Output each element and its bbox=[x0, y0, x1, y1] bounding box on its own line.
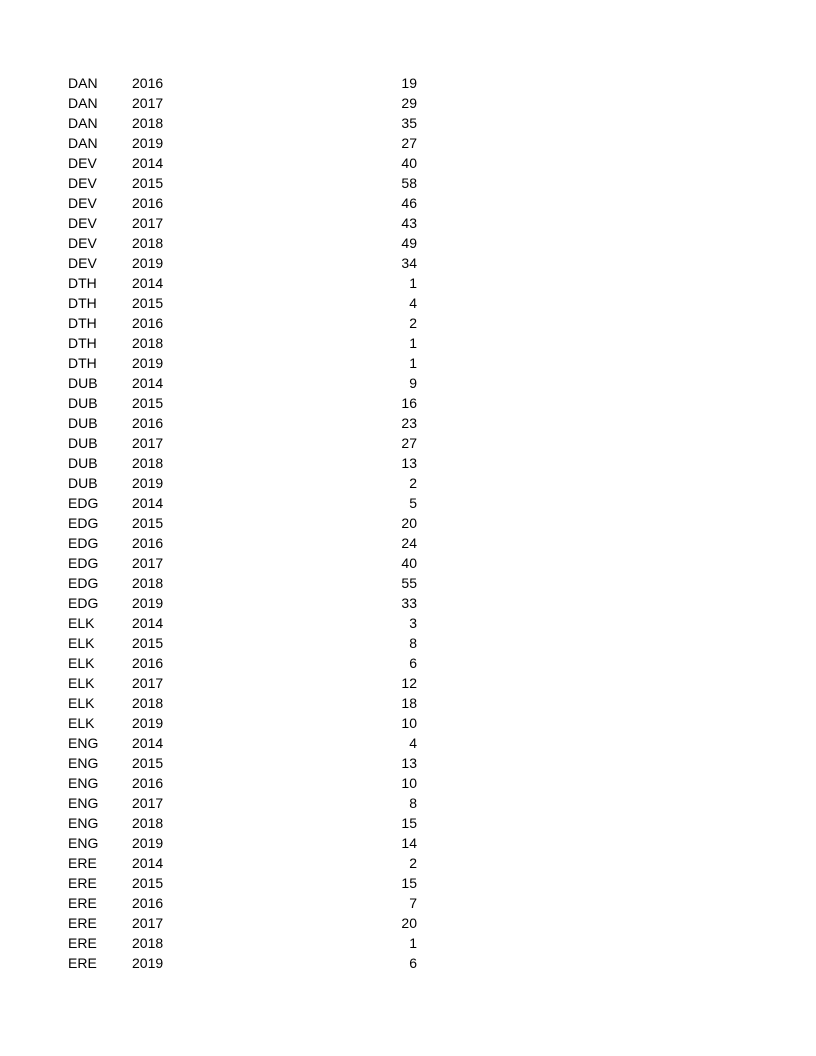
count-cell: 29 bbox=[401, 95, 417, 111]
table-row bbox=[0, 733, 816, 753]
year-cell: 2014 bbox=[132, 375, 164, 391]
code-cell: EDG bbox=[68, 555, 99, 571]
year-cell: 2015 bbox=[132, 295, 164, 311]
table-row bbox=[0, 73, 816, 93]
table-row bbox=[0, 813, 816, 833]
table-row bbox=[0, 173, 816, 193]
code-cell: DEV bbox=[68, 235, 97, 251]
count-cell: 58 bbox=[401, 175, 417, 191]
table-row bbox=[0, 93, 816, 113]
count-cell: 10 bbox=[401, 715, 417, 731]
table-row bbox=[0, 833, 816, 853]
count-cell: 20 bbox=[401, 515, 417, 531]
year-cell: 2014 bbox=[132, 615, 164, 631]
table-row bbox=[0, 253, 816, 273]
table-row bbox=[0, 193, 816, 213]
year-cell: 2015 bbox=[132, 515, 164, 531]
year-cell: 2019 bbox=[132, 355, 164, 371]
count-cell: 46 bbox=[401, 195, 417, 211]
table-row bbox=[0, 453, 816, 473]
code-cell: ELK bbox=[68, 635, 95, 651]
code-cell: ERE bbox=[68, 935, 97, 951]
code-cell: DEV bbox=[68, 195, 97, 211]
table-row bbox=[0, 873, 816, 893]
year-cell: 2016 bbox=[132, 895, 164, 911]
year-cell: 2014 bbox=[132, 735, 164, 751]
year-cell: 2017 bbox=[132, 435, 164, 451]
year-cell: 2015 bbox=[132, 875, 164, 891]
count-cell: 4 bbox=[409, 295, 417, 311]
year-cell: 2018 bbox=[132, 235, 164, 251]
code-cell: ERE bbox=[68, 875, 97, 891]
table-row bbox=[0, 293, 816, 313]
year-cell: 2018 bbox=[132, 695, 164, 711]
table-row bbox=[0, 633, 816, 653]
table-row bbox=[0, 713, 816, 733]
year-cell: 2018 bbox=[132, 115, 164, 131]
code-cell: DUB bbox=[68, 395, 98, 411]
year-cell: 2016 bbox=[132, 415, 164, 431]
code-cell: DAN bbox=[68, 75, 98, 91]
year-cell: 2016 bbox=[132, 655, 164, 671]
code-cell: EDG bbox=[68, 515, 99, 531]
count-cell: 35 bbox=[401, 115, 417, 131]
count-cell: 3 bbox=[409, 615, 417, 631]
count-cell: 43 bbox=[401, 215, 417, 231]
code-cell: DTH bbox=[68, 355, 97, 371]
table-row bbox=[0, 653, 816, 673]
year-cell: 2015 bbox=[132, 635, 164, 651]
count-cell: 40 bbox=[401, 155, 417, 171]
year-cell: 2016 bbox=[132, 195, 164, 211]
table-row bbox=[0, 533, 816, 553]
year-cell: 2019 bbox=[132, 135, 164, 151]
count-cell: 8 bbox=[409, 795, 417, 811]
count-cell: 55 bbox=[401, 575, 417, 591]
table-row bbox=[0, 793, 816, 813]
code-cell: EDG bbox=[68, 595, 99, 611]
count-cell: 34 bbox=[401, 255, 417, 271]
count-cell: 23 bbox=[401, 415, 417, 431]
table-row bbox=[0, 333, 816, 353]
code-cell: ELK bbox=[68, 615, 95, 631]
table-row bbox=[0, 693, 816, 713]
count-cell: 15 bbox=[401, 875, 417, 891]
code-cell: ERE bbox=[68, 955, 97, 971]
count-cell: 33 bbox=[401, 595, 417, 611]
count-cell: 2 bbox=[409, 475, 417, 491]
year-cell: 2019 bbox=[132, 595, 164, 611]
table-row bbox=[0, 113, 816, 133]
year-cell: 2016 bbox=[132, 535, 164, 551]
count-cell: 16 bbox=[401, 395, 417, 411]
year-cell: 2014 bbox=[132, 495, 164, 511]
table-row bbox=[0, 393, 816, 413]
code-cell: DTH bbox=[68, 335, 97, 351]
count-cell: 1 bbox=[409, 935, 417, 951]
count-cell: 2 bbox=[409, 855, 417, 871]
table-row bbox=[0, 933, 816, 953]
code-cell: DAN bbox=[68, 135, 98, 151]
code-cell: DEV bbox=[68, 215, 97, 231]
code-cell: ELK bbox=[68, 675, 95, 691]
table-row bbox=[0, 753, 816, 773]
table-row bbox=[0, 133, 816, 153]
count-cell: 2 bbox=[409, 315, 417, 331]
code-cell: ENG bbox=[68, 795, 99, 811]
count-cell: 15 bbox=[401, 815, 417, 831]
count-cell: 20 bbox=[401, 915, 417, 931]
table-row bbox=[0, 413, 816, 433]
year-cell: 2016 bbox=[132, 315, 164, 331]
code-cell: ELK bbox=[68, 655, 95, 671]
code-cell: ENG bbox=[68, 735, 99, 751]
year-cell: 2018 bbox=[132, 335, 164, 351]
count-cell: 5 bbox=[409, 495, 417, 511]
year-cell: 2019 bbox=[132, 475, 164, 491]
table-row bbox=[0, 613, 816, 633]
year-cell: 2019 bbox=[132, 835, 164, 851]
code-cell: DUB bbox=[68, 455, 98, 471]
year-cell: 2018 bbox=[132, 935, 164, 951]
count-cell: 24 bbox=[401, 535, 417, 551]
count-cell: 49 bbox=[401, 235, 417, 251]
table-row bbox=[0, 773, 816, 793]
year-cell: 2014 bbox=[132, 275, 164, 291]
count-cell: 13 bbox=[401, 755, 417, 771]
count-cell: 9 bbox=[409, 375, 417, 391]
code-cell: EDG bbox=[68, 575, 99, 591]
table-row bbox=[0, 233, 816, 253]
table-row bbox=[0, 953, 816, 973]
code-cell: ERE bbox=[68, 855, 97, 871]
year-cell: 2017 bbox=[132, 915, 164, 931]
code-cell: EDG bbox=[68, 495, 99, 511]
code-cell: ENG bbox=[68, 775, 99, 791]
code-cell: DTH bbox=[68, 275, 97, 291]
year-cell: 2015 bbox=[132, 175, 164, 191]
code-cell: DUB bbox=[68, 475, 98, 491]
year-cell: 2019 bbox=[132, 255, 164, 271]
table-row bbox=[0, 433, 816, 453]
year-cell: 2015 bbox=[132, 755, 164, 771]
table-row bbox=[0, 353, 816, 373]
data-table bbox=[0, 73, 816, 973]
count-cell: 27 bbox=[401, 135, 417, 151]
code-cell: EDG bbox=[68, 535, 99, 551]
count-cell: 7 bbox=[409, 895, 417, 911]
count-cell: 1 bbox=[409, 335, 417, 351]
code-cell: DEV bbox=[68, 155, 97, 171]
count-cell: 1 bbox=[409, 275, 417, 291]
year-cell: 2018 bbox=[132, 455, 164, 471]
code-cell: DAN bbox=[68, 95, 98, 111]
count-cell: 19 bbox=[401, 75, 417, 91]
table-row bbox=[0, 513, 816, 533]
count-cell: 12 bbox=[401, 675, 417, 691]
table-row bbox=[0, 853, 816, 873]
count-cell: 6 bbox=[409, 655, 417, 671]
table-row bbox=[0, 913, 816, 933]
code-cell: DUB bbox=[68, 435, 98, 451]
count-cell: 8 bbox=[409, 635, 417, 651]
year-cell: 2018 bbox=[132, 575, 164, 591]
table-row bbox=[0, 493, 816, 513]
table-row bbox=[0, 673, 816, 693]
code-cell: DUB bbox=[68, 375, 98, 391]
count-cell: 6 bbox=[409, 955, 417, 971]
count-cell: 14 bbox=[401, 835, 417, 851]
table-row bbox=[0, 473, 816, 493]
code-cell: DEV bbox=[68, 175, 97, 191]
year-cell: 2017 bbox=[132, 215, 164, 231]
year-cell: 2017 bbox=[132, 95, 164, 111]
year-cell: 2019 bbox=[132, 715, 164, 731]
code-cell: DTH bbox=[68, 295, 97, 311]
count-cell: 4 bbox=[409, 735, 417, 751]
year-cell: 2018 bbox=[132, 815, 164, 831]
code-cell: DAN bbox=[68, 115, 98, 131]
year-cell: 2015 bbox=[132, 395, 164, 411]
year-cell: 2017 bbox=[132, 795, 164, 811]
count-cell: 1 bbox=[409, 355, 417, 371]
year-cell: 2019 bbox=[132, 955, 164, 971]
count-cell: 18 bbox=[401, 695, 417, 711]
code-cell: ENG bbox=[68, 815, 99, 831]
table-row bbox=[0, 153, 816, 173]
table-row bbox=[0, 893, 816, 913]
year-cell: 2016 bbox=[132, 775, 164, 791]
year-cell: 2016 bbox=[132, 75, 164, 91]
table-row bbox=[0, 573, 816, 593]
code-cell: DEV bbox=[68, 255, 97, 271]
table-row bbox=[0, 213, 816, 233]
count-cell: 13 bbox=[401, 455, 417, 471]
code-cell: DTH bbox=[68, 315, 97, 331]
year-cell: 2014 bbox=[132, 855, 164, 871]
table-row bbox=[0, 373, 816, 393]
table-row bbox=[0, 273, 816, 293]
code-cell: ENG bbox=[68, 835, 99, 851]
code-cell: DUB bbox=[68, 415, 98, 431]
year-cell: 2017 bbox=[132, 675, 164, 691]
code-cell: ENG bbox=[68, 755, 99, 771]
table-row bbox=[0, 593, 816, 613]
code-cell: ELK bbox=[68, 695, 95, 711]
count-cell: 10 bbox=[401, 775, 417, 791]
year-cell: 2014 bbox=[132, 155, 164, 171]
count-cell: 40 bbox=[401, 555, 417, 571]
table-row bbox=[0, 313, 816, 333]
count-cell: 27 bbox=[401, 435, 417, 451]
code-cell: ELK bbox=[68, 715, 95, 731]
code-cell: ERE bbox=[68, 915, 97, 931]
code-cell: ERE bbox=[68, 895, 97, 911]
table-row bbox=[0, 553, 816, 573]
year-cell: 2017 bbox=[132, 555, 164, 571]
